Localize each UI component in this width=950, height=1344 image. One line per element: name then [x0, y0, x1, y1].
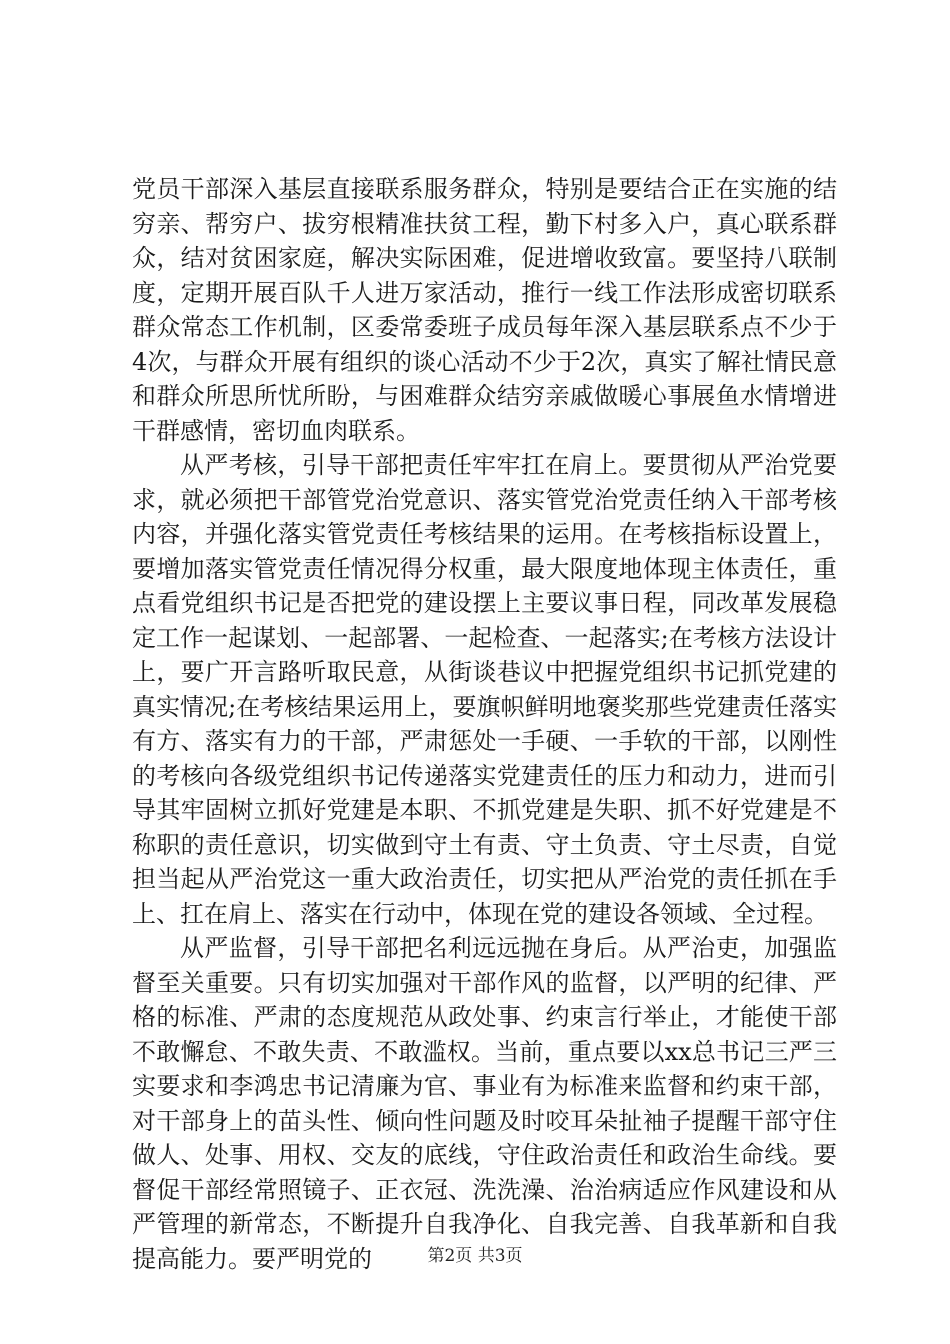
document-body: [132, 172, 837, 1276]
paragraph-strict-supervision: 从严监督，引导干部把名利远远抛在身后。从严治吏，加强监督至关重要。只有切实加强对干部作风的监督，以严明的纪律、严格的标准、严肃的态度规范从政处事、约束言行举止，才能使干部不敢懈怠、不敢失责、不敢滥权。当前，重点要以xx总书记三严三实要求和李鸿忠书记清廉为官、事业有为标准来监督和约束干部，对干部身上的苗头性、倾向性问题及时咬耳朵扯袖子提醒干部守住做人、处事、用权、交友的底线，守住政治责任和政治生命线。要督促干部经常照镜子、正衣冠、洗洗澡、治治病适应作风建设和从严管理的新常态，不断提升自我净化、自我完善、自我革新和自我提高能力。要严明党的: [132, 934, 837, 1273]
paragraph-strict-assessment: 从严考核，引导干部把责任牢牢扛在肩上。要贯彻从严治党要求，就必须把干部管党治党意识、落实管党治党责任纳入干部考核内容，并强化落实管党责任考核结果的运用。在考核指标设置上，要增加落实管党责任情况得分权重，最大限度地体现主体责任，重点看党组织书记是否把党的建设摆上主要议事日程，同改革发展稳定工作一起谋划、一起部署、一起检查、一起落实;在考核方法设计上，要广开言路听取民意，从街谈巷议中把握党组织书记抓党建的真实情况;在考核结果运用上，要旗帜鲜明地褒奖那些党建责任落实有方、落实有力的干部，严肃惩处一手硬、一手软的干部，以刚性的考核向各级党组织书记传递落实党建责任的压力和动力，进而引导其牢固树立抓好党建是本职、不抓党建是失职、抓不好党建是不称职的责任意识，切实做到守土有责、守土负责、守土尽责，自觉担当起从严治党这一重大政治责任，切实把从严治党的责任抓在手上、扛在肩上、落实在行动中，体现在党的建设各领域、全过程。: [132, 451, 837, 928]
page-number-footer: 第2页 共3页: [427, 1246, 523, 1266]
paragraph-contact-masses: 党员干部深入基层直接联系服务群众，特别是要结合正在实施的结穷亲、帮穷户、拔穷根精准扶贫工程，勤下村多入户，真心联系群众，结对贫困家庭，解决实际困难，促进增收致富。要坚持八联制度，定期开展百队千人进万家活动，推行一线工作法形成密切联系群众常态工作机制，区委常委班子成员每年深入基层联系点不少于4次，与群众开展有组织的谈心活动不少于2次，真实了解社情民意和群众所思所忧所盼，与困难群众结穷亲戚做暖心事展鱼水情增进干群感情，密切血肉联系。: [132, 175, 837, 445]
